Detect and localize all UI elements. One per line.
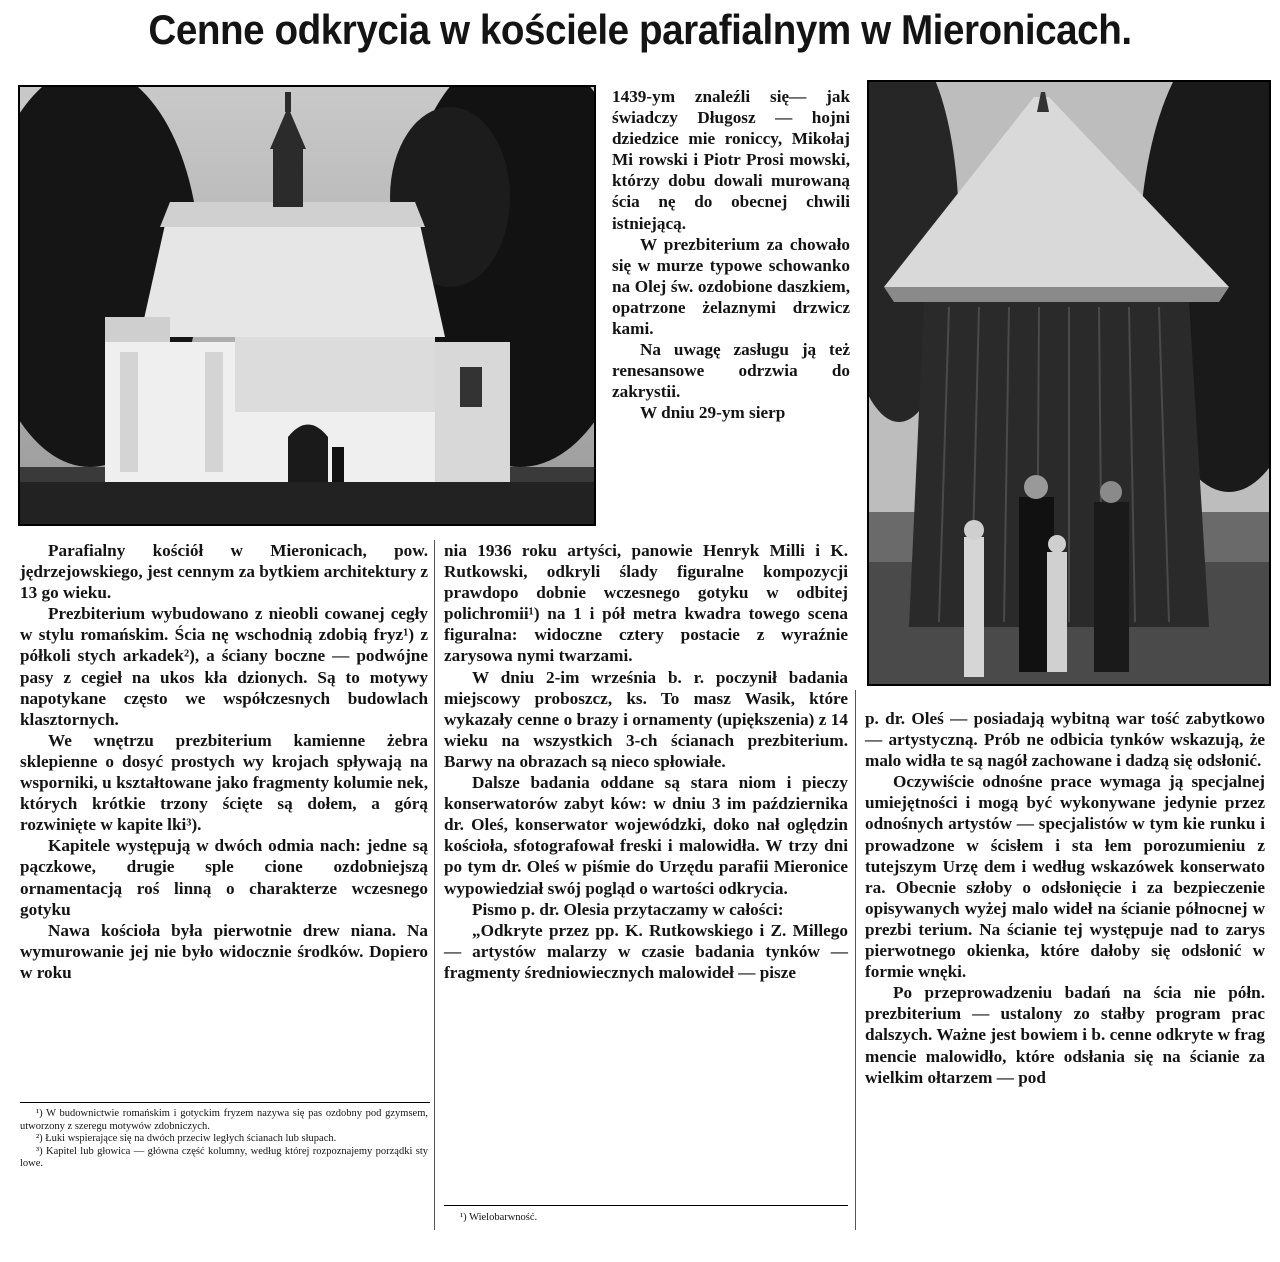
article-title: Cenne odkrycia w kościele parafialnym w Mieronicach. [148, 6, 1132, 53]
column-2-top [612, 86, 850, 424]
col2-paragraph: „Odkryte przez pp. K. Rutkowskiego i Z. Millego — artystów malarzy w czasie badania tynków — fragmenty średniowiecznych malowideł — pisze [444, 920, 848, 982]
col1-paragraph: Prezbiterium wybudowano z nieobli cowanej cegły w stylu romańskim. Ścia nę wschodnią zdobią fryz¹) z półkoli stych arkadek²), a ściany boczne — podwójne pasy z cegieł na ukos kła dzionych. Są to motywy napotykane często we współczesnych budowlach klasztornych. [20, 604, 428, 729]
col1-paragraph: We wnętrzu prezbiterium kamienne żebra sklepienne o dosyć prostych wy krojach spływają na wsporniki, u kształtowane jako fragmenty kolumie nek, których krótkie trzony ścięte są dołem, a górą rozwinięte w kapite lki³). [20, 730, 428, 835]
col2-paragraph: Pismo p. dr. Olesia przytaczamy w całości: [472, 899, 784, 919]
col3-paragraph: Po przeprowadzeniu badań na ścia nie półn. prezbiterium — ustalony zo stałby program prac dalszych. Ważne jest bowiem i b. cenne odkryte w frag mencie malowidło, które odsłania się na ścianie za wielkim ołtarzem — pod [865, 983, 1265, 1087]
belfry-photo [867, 80, 1271, 686]
footnote: ³) Kapitel lub głowica — główna część kolumny, według której rozpoznajemy porządki sty lowe. [20, 1145, 428, 1170]
col2-paragraph: W dniu 2-im września b. r. poczynił badania miejscowy proboszcz, ks. To masz Wasik, które wykazały cenne o brazy i ornamenty (upiększenia) z 14 wieku na wszystkich 3-ch ścianach prezbiterium. Barwy na obrazach są nieco spłowiałe. [444, 667, 848, 771]
col1-footnotes [20, 1108, 428, 1171]
col2-top-paragraph: W prezbiterium za chowało się w murze typowe schowanko na Olej św. ozdobione daszkiem, opatrzone żelaznymi drzwicz kami. [612, 234, 850, 339]
col3-paragraph: p. dr. Oleś — posiadają wybitną war tość zabytkowo — artystyczną. Prób ne odbicia tynków wskazują, że malo widła te są nagół zachowane i dadzą się odsłonić. [865, 709, 1265, 771]
col2-top-paragraph: 1439-ym znaleźli się— jak świadczy Długosz — hojni dziedzice mie roniccy, Mikołaj Mi rowski i Piotr Prosi mowski, którzy dobu dowali murowaną ścia nę do obecnej chwili istniejącą. [612, 87, 850, 233]
belfry-illustration [869, 82, 1269, 684]
column-rule-right [855, 690, 856, 1230]
column-rule-left [434, 540, 435, 1230]
col2-footnotes [444, 1212, 848, 1225]
col1-paragraph: Parafialny kościół w Mieronicach, pow. jędrzejowskiego, jest cennym za bytkiem architektury z 13 go wieku. [20, 541, 428, 603]
col2-footnote-rule [444, 1205, 848, 1206]
col2-paragraph: nia 1936 roku artyści, panowie Henryk Milli i K. Rutkowski, odkryli ślady figuralne kompozycji prawdopo dobnie wczesnego gotyku w odbitej polichromii¹) na 1 i pół metra kwadra towego scena figuralna: widoczne cztery postacie z wyraźnie zarysowa nymi twarzami. [444, 541, 848, 666]
column-2 [444, 540, 848, 983]
footnote: ¹) W budownictwie romańskim i gotyckim fryzem nazywa się pas ozdobny pod gzymsem, utworzony z szeregu motywów zdobniczych. [20, 1108, 428, 1132]
column-1 [20, 540, 428, 983]
col1-paragraph: Nawa kościoła była pierwotnie drew niana. Na wymurowanie jej nie było widocznie środków. Dopiero w roku [20, 920, 428, 982]
col1-paragraph: Kapitele występują w dwóch odmia nach: jedne są pączkowe, drugie sple cione ozdobniejszą ornamentacją roś linną o charakterze wczesnego gotyku [20, 836, 428, 919]
col2-top-paragraph: W dniu 29-ym sierp [640, 403, 786, 423]
col1-footnote-rule [20, 1102, 430, 1103]
col2-paragraph: Dalsze badania oddane są stara niom i pieczy konserwatorów zabyt ków: w dniu 3 im października dr. Oleś, konserwator wojewódzki, doko nał oględzin kościoła, sfotografował freski i malowidła. W trzy dni po tym dr. Oleś w piśmie do Urzędu parafii Mieronice wypowiedział swój pogląd o wartości odkrycia. [444, 773, 848, 898]
church-photo [18, 85, 596, 526]
church-illustration [20, 87, 594, 524]
col2-top-paragraph: Na uwagę zasługu ją też renesansowe odrzwia do zakrystii. [612, 340, 850, 402]
col3-paragraph: Oczywiście odnośne prace wymaga ją specjalnej umiejętności i mogą być wykonywane jedynie przez odnośnych artystów — specjalistów w tym kie runku i prowadzone w ścisłem i sta łem porozumieniu z tutejszym Urzę dem i według wskazówek konserwato ra. Obecnie szłoby o odsłonięcie i za bezpieczenie opisywanych wyżej malo wideł na ścianie północnej w prezbi terium. Na ścianie tej występuje nad to zarys pierwotnego okienka, które dałoby się odsłonić w formie wnęki. [865, 772, 1265, 982]
column-3 [865, 708, 1265, 1088]
footnote: ²) Łuki wspierające się na dwóch przeciw ległych ścianach lub słupach. [36, 1133, 337, 1145]
footnote: ¹) Wielobarwność. [460, 1212, 538, 1223]
